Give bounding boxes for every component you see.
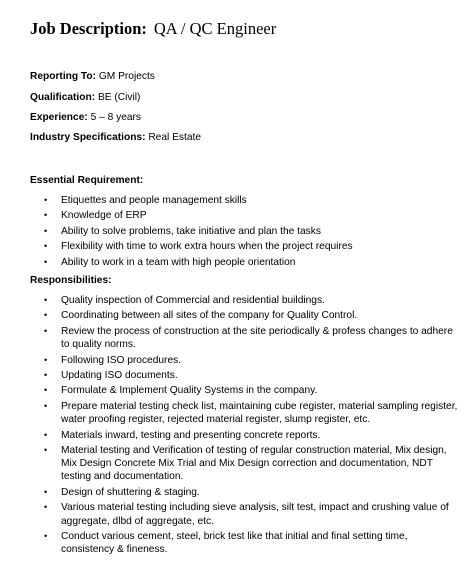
field-key: Reporting To: xyxy=(30,71,97,82)
list-item-text: Etiquettes and people management skills xyxy=(61,195,247,206)
list-item xyxy=(30,400,460,426)
title-value: QA / QC Engineer xyxy=(153,19,277,38)
field-key: Experience: xyxy=(30,112,88,123)
field-qualification xyxy=(30,92,140,103)
list-item xyxy=(30,194,460,207)
list-item xyxy=(30,209,460,222)
essential-heading: Essential Requirement: xyxy=(30,175,144,186)
responsibilities-list xyxy=(30,294,460,559)
field-value: 5 – 8 years xyxy=(90,112,142,123)
list-item-text: Following ISO procedures. xyxy=(61,354,182,366)
list-item xyxy=(30,530,460,556)
bullet-icon: • xyxy=(44,225,48,236)
list-item-text: Quality inspection of Commercial and residential buildings. xyxy=(61,295,325,306)
field-key: Qualification: xyxy=(30,92,96,103)
bullet-icon: • xyxy=(44,370,48,381)
bullet-icon: • xyxy=(44,400,48,411)
field-value: BE (Civil) xyxy=(97,92,141,103)
bullet-icon: • xyxy=(44,486,48,497)
list-item-text: Ability to work in a team with high people orientation xyxy=(61,256,296,268)
essential-list xyxy=(30,194,460,271)
list-item xyxy=(30,256,460,269)
bullet-icon: • xyxy=(44,310,48,321)
list-item-text: Various material testing including sieve analysis, silt test, impact and crushing value of aggregate, dlbd of aggregate, etc. xyxy=(61,502,449,527)
list-item xyxy=(30,444,460,484)
responsibilities-heading: Responsibilities: xyxy=(30,275,112,286)
list-item-text: Formulate & Implement Quality Systems in the company. xyxy=(61,385,318,397)
list-item xyxy=(30,294,460,307)
bullet-icon: • xyxy=(44,241,48,252)
field-value: Real Estate xyxy=(148,132,201,143)
list-item xyxy=(30,369,460,382)
field-industry xyxy=(30,132,201,143)
bullet-icon: • xyxy=(44,531,48,541)
bullet-icon: • xyxy=(44,256,48,267)
list-item-text: Coordinating between all sites of the company for Quality Control. xyxy=(61,310,358,322)
bullet-icon: • xyxy=(44,295,48,305)
list-item xyxy=(30,354,460,367)
list-item-text: Flexibility with time to work extra hours when the project requires xyxy=(61,241,353,253)
list-item xyxy=(30,486,460,499)
list-item-text: Materials inward, testing and presenting concrete reports. xyxy=(61,429,321,441)
list-item-text: Conduct various cement, steel, brick test like that initial and final setting time, consistency & fineness. xyxy=(61,531,408,556)
list-item xyxy=(30,325,460,351)
list-item xyxy=(30,225,460,238)
list-item-text: Knowledge of ERP xyxy=(61,210,147,222)
bullet-icon: • xyxy=(44,502,48,513)
bullet-icon: • xyxy=(44,354,48,365)
bullet-icon: • xyxy=(44,325,48,336)
title-label: Job Description: xyxy=(30,19,147,38)
bullet-icon: • xyxy=(44,445,48,456)
list-item-text: Ability to solve problems, take initiative and plan the tasks xyxy=(61,225,321,237)
field-value: GM Projects xyxy=(98,71,155,82)
field-reporting-to xyxy=(30,71,155,82)
list-item-text: Material testing and Verification of testing of regular construction material, Mix design, Mix Design Concrete Mix Trial and Mix Design correction and documentation, NDT testing and documentation. xyxy=(61,445,447,483)
list-item xyxy=(30,240,460,253)
list-item xyxy=(30,429,460,442)
bullet-icon: • xyxy=(44,385,48,396)
list-item-text: Prepare material testing check list, maintaining cube register, material sampling register, water proofing register, rejected material register, slump register, etc. xyxy=(61,400,458,426)
page-title xyxy=(30,19,276,39)
list-item xyxy=(30,384,460,397)
bullet-icon: • xyxy=(44,429,48,440)
bullet-icon: • xyxy=(44,195,48,205)
list-item-text: Review the process of construction at the site periodically & profess changes to adhere to quality norms. xyxy=(61,325,453,351)
field-key: Industry Specifications: xyxy=(30,132,146,143)
list-item-text: Updating ISO documents. xyxy=(61,370,178,382)
list-item xyxy=(30,501,460,527)
bullet-icon: • xyxy=(44,210,48,221)
field-experience xyxy=(30,112,141,123)
list-item xyxy=(30,309,460,322)
list-item-text: Design of shuttering & staging. xyxy=(61,486,200,498)
